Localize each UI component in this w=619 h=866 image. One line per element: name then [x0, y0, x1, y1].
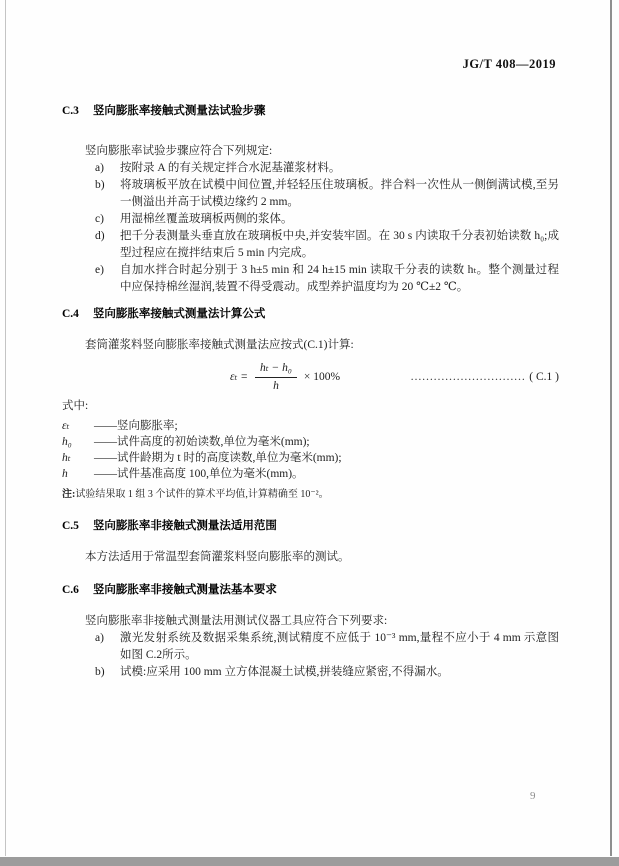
- list-item: [62, 664, 559, 681]
- list-item: [62, 228, 559, 262]
- list-item-text: 激光发射系统及数据采集系统,测试精度不应低于 10⁻³ mm,量程不应小于 4 mm 示意图如图 C.2所示。: [120, 632, 559, 661]
- list-item: [62, 262, 559, 296]
- list-item-text: 把千分表测量头垂直放在玻璃板中央,并安装牢固。在 30 s 内读取千分表初始读数 h₀;成型过程应在搅拌结束后 5 min 内完成。: [120, 230, 559, 259]
- definition-row: [62, 450, 559, 466]
- list-item: [62, 177, 559, 211]
- equation-number: ( C.1 ): [529, 371, 559, 383]
- list-item-label: b): [95, 179, 105, 191]
- list-item-label: a): [95, 632, 104, 644]
- definition-symbol: εₜ: [62, 420, 70, 432]
- section-c3-intro: 竖向膨胀率试验步骤应符合下列规定:: [85, 145, 273, 157]
- note-label: 注:: [62, 489, 76, 500]
- standard-number: JG/T 408—2019: [462, 57, 556, 71]
- section-c6-title: 竖向膨胀率非接触式测量法基本要求: [92, 584, 277, 596]
- page-number: 9: [530, 790, 536, 802]
- list-item-text: 用湿棉丝覆盖玻璃板两侧的浆体。: [120, 213, 293, 225]
- list-item: [62, 630, 559, 664]
- section-c4-title: 竖向膨胀率接触式测量法计算公式: [92, 308, 266, 320]
- definition-desc: ——竖向膨胀率;: [94, 420, 178, 432]
- symbol-definitions: [62, 418, 559, 482]
- list-item-label: c): [95, 213, 104, 225]
- note-text: 试验结果取 1 组 3 个试件的算术平均值,计算精确至 10⁻²。: [75, 489, 329, 500]
- section-c6-id: C.6: [62, 584, 79, 596]
- equation-c1: [230, 361, 559, 394]
- definition-desc: ——试件基准高度 100,单位为毫米(mm)。: [94, 468, 304, 480]
- section-c4-heading: [62, 306, 559, 323]
- scan-bottom-shadow: [0, 857, 619, 866]
- section-c4-intro: 套筒灌浆料竖向膨胀率接触式测量法应按式(C.1)计算:: [85, 339, 354, 351]
- list-item-text: 试模:应采用 100 mm 立方体混凝土试模,拼装缝应紧密,不得漏水。: [120, 666, 449, 678]
- note: [62, 488, 559, 502]
- definition-desc: ——试件龄期为 t 时的高度读数,单位为毫米(mm);: [94, 452, 342, 464]
- definition-symbol: h₀: [62, 436, 72, 448]
- where-label: 式中:: [62, 400, 89, 412]
- equation-denominator: h: [273, 380, 279, 392]
- section-c6-heading: [62, 582, 559, 599]
- equation-suffix: × 100%: [303, 371, 341, 383]
- equation-fraction: [255, 361, 297, 394]
- section-c3-title: 竖向膨胀率接触式测量法试验步骤: [92, 105, 266, 117]
- section-c6-list: [62, 630, 559, 681]
- definition-symbol: h: [62, 468, 68, 480]
- section-c3-heading: [62, 103, 559, 120]
- definition-desc: ——试件高度的初始读数,单位为毫米(mm);: [94, 436, 310, 448]
- equation-dot-leader: …………………………: [410, 371, 526, 383]
- list-item-label: b): [95, 666, 105, 678]
- definition-row: [62, 466, 559, 482]
- page-left-edge: [5, 0, 6, 856]
- section-c5-title: 竖向膨胀率非接触式测量法适用范围: [92, 520, 277, 532]
- page-content: [62, 103, 559, 681]
- equation-numerator: hₜ − h₀: [255, 361, 297, 378]
- list-item-label: d): [95, 230, 105, 242]
- definition-row: [62, 418, 559, 434]
- list-item-label: a): [95, 162, 104, 174]
- list-item: [62, 160, 559, 177]
- equation-lhs: εₜ =: [230, 371, 249, 383]
- section-c6-intro: 竖向膨胀率非接触式测量法用测试仪器工具应符合下列要求:: [85, 615, 388, 627]
- section-c4-id: C.4: [62, 308, 79, 320]
- list-item-label: e): [95, 264, 104, 276]
- page-right-edge: [610, 0, 612, 856]
- section-c3-list: [62, 160, 559, 296]
- list-item-text: 按附录 A 的有关规定拌合水泥基灌浆材料。: [120, 162, 341, 174]
- list-item: [62, 211, 559, 228]
- section-c5-id: C.5: [62, 520, 79, 532]
- definition-row: [62, 434, 559, 450]
- definition-symbol: hₜ: [62, 452, 71, 464]
- section-c3-id: C.3: [62, 105, 79, 117]
- section-c5-body: 本方法适用于常温型套筒灌浆料竖向膨胀率的测试。: [85, 551, 350, 563]
- list-item-text: 自加水拌合时起分别于 3 h±5 min 和 24 h±15 min 读取千分表的读数 hₜ。整个测量过程中应保持棉丝湿润,装置不得受震动。成型养护温度均为 20 ℃±2 ℃。: [120, 264, 559, 293]
- section-c5-heading: [62, 518, 559, 535]
- list-item-text: 将玻璃板平放在试模中间位置,并轻轻压住玻璃板。拌合料一次性从一侧倒满试模,至另一侧溢出并高于试模边缘约 2 mm。: [120, 179, 559, 208]
